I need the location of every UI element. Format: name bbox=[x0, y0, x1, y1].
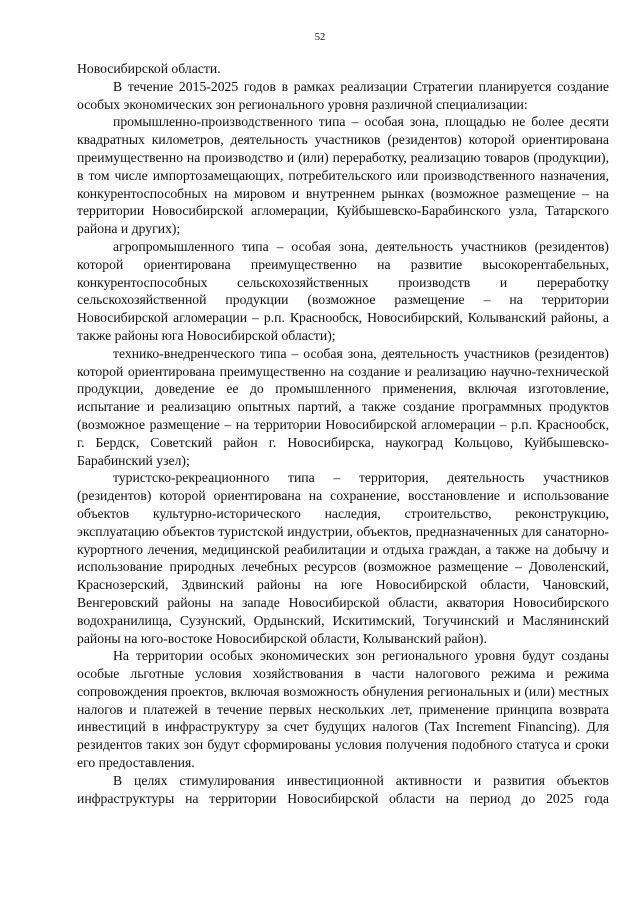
paragraph-industrial-zone: промышленно-производственного типа – особая зона, площадью не более десяти квадратных километров, деятельность участников (резидентов) которой ориентирована преимущественно на производство и (или) переработку, реализацию товаров (продукции), в том числе импортозамещающих, потребительского или производственного назначения, конкурентоспособных на мировом и внутреннем рынках (возможное размещение – на территории Новосибирской агломерации, Куйбышевско-Барабинского узла, Татарского района и других); bbox=[77, 114, 609, 237]
body-text bbox=[77, 60, 609, 807]
paragraph-intro: В течение 2015-2025 годов в рамках реализации Стратегии планируется создание особых экономических зон регионального уровня различной специализации: bbox=[77, 78, 609, 112]
paragraph-tech-zone: технико-внедренческого типа – особая зона, деятельность участников (резидентов) которой ориентирована преимущественно на создание и реализацию научно-технической продукции, доведение ее до промышленного применения, включая изготовление, испытание и реализацию опытных партий, а также создание программных продуктов (возможное размещение – на территории Новосибирской агломерации – р.п. Краснообск, г. Бердск, Советский район г. Новосибирска, наукоград Кольцово, Куйбышевско-Барабинский узел); bbox=[77, 345, 609, 468]
paragraph-tourism-zone: туристско-рекреационного типа – территория, деятельность участников (резидентов) которой ориентирована на сохранение, восстановление и использование объектов культурно-исторического наследия, строительство, реконструкцию, эксплуатацию объектов туристской индустрии, объектов, предназначенных для санаторно-курортного лечения, медицинской реабилитации и отдыха граждан, а также на добычу и использование природных лечебных ресурсов (возможное размещение – Доволенский, Краснозерский, Здвинский районы на юге Новосибирской области, Чановский, Венгеровский районы на западе Новосибирской области, акватория Новосибирского водохранилища, Сузунский, Ордынский, Искитимский, Тогучинский и Маслянинский районы на юго-востоке Новосибирской области, Колыванский район). bbox=[77, 470, 609, 646]
paragraph-continuation: Новосибирской области. bbox=[77, 61, 221, 76]
paragraph-investment: В целях стимулирования инвестиционной активности и развития объектов инфраструктуры на территории Новосибирской области на период до 2025 года bbox=[77, 772, 609, 806]
paragraph-tax-conditions: На территории особых экономических зон регионального уровня будут созданы особые льготные условия хозяйствования в части налогового режима и режима сопровождения проектов, включая возможность обнуления региональных и (или) местных налогов и платежей в течение первых нескольких лет, применение принципа возврата инвестиций в инфраструктуру за счет будущих налогов (Tax Increment Financing). Для резидентов таких зон будут сформированы условия получения подобного статуса и сроки его предоставления. bbox=[77, 648, 609, 771]
paragraph-agro-zone: агропромышленного типа – особая зона, деятельность участников (резидентов) которой ориентирована преимущественно на развитие высокорентабельных, конкурентоспособных сельскохозяйственных производств и переработку сельскохозяйственной продукции (возможное размещение – на территории Новосибирской агломерации – р.п. Краснообск, Новосибирский, Колыванский районы, а также районы юга Новосибирской области); bbox=[77, 238, 609, 343]
page-number: 52 bbox=[314, 32, 326, 43]
